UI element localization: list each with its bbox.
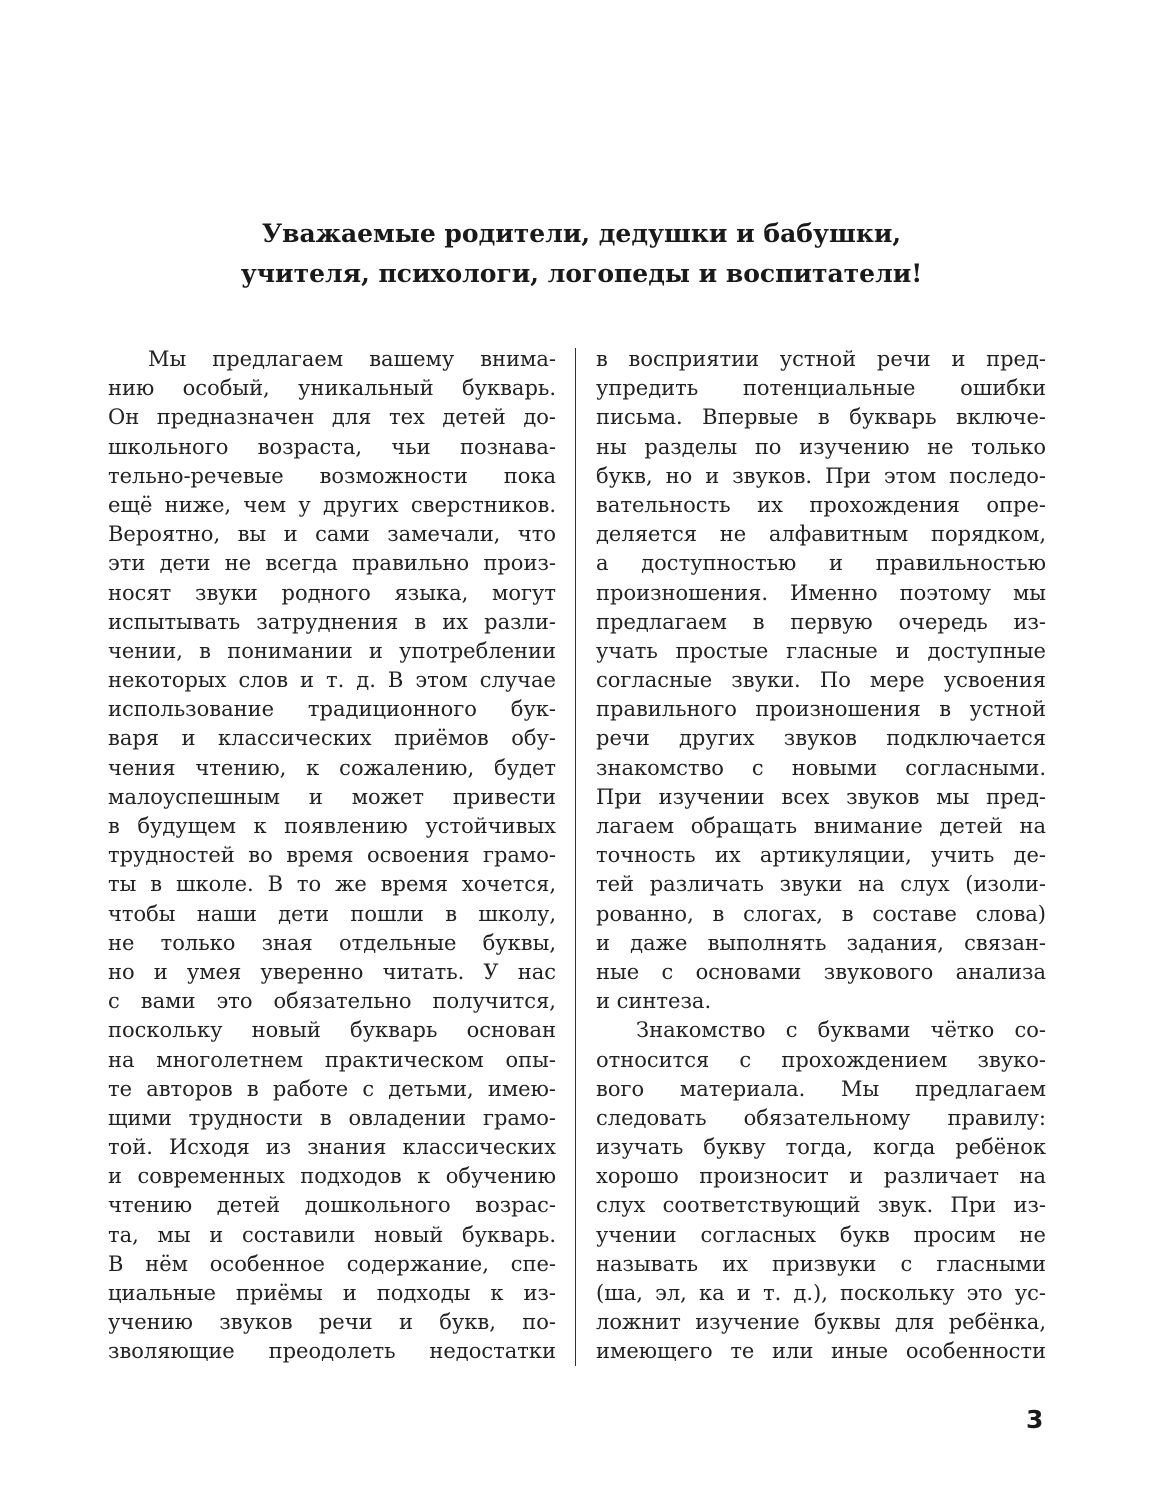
text-line: варя и классических приёмов обу- bbox=[108, 726, 556, 751]
heading-line-2: учителя, психологи, логопеды и воспитатели! bbox=[240, 259, 923, 288]
heading-line-1: Уважаемые родители, дедушки и бабушки, bbox=[261, 219, 902, 248]
text-line: та, мы и составили новый букварь. bbox=[108, 1222, 556, 1247]
text-line: предлагаем в первую очередь из- bbox=[596, 609, 1046, 634]
text-line: следовать обязательному правилу: bbox=[596, 1105, 1046, 1130]
text-line: учать простые гласные и доступные bbox=[596, 638, 1046, 663]
text-line: но и умея уверенно читать. У нас bbox=[108, 959, 556, 984]
text-line: поскольку новый букварь основан bbox=[108, 1018, 556, 1043]
text-line: рованно, в слогах, в составе слова) bbox=[596, 901, 1046, 926]
text-line: и современных подходов к обучению bbox=[108, 1164, 556, 1189]
text-line: имеющего те или иные особенности bbox=[596, 1339, 1046, 1364]
text-line: испытывать затруднения в их разли- bbox=[108, 609, 556, 634]
text-line: Мы предлагаем вашему внима- bbox=[148, 347, 556, 371]
text-line: тей различать звуки на слух (изоли- bbox=[596, 872, 1046, 897]
text-line: в будущем к появлению устойчивых bbox=[108, 814, 556, 838]
page-number: 3 bbox=[1026, 1405, 1044, 1434]
page-heading bbox=[0, 214, 1163, 294]
text-line: не только зная отдельные буквы, bbox=[108, 930, 556, 955]
text-line: Знакомство с буквами чётко со- bbox=[636, 1018, 1046, 1043]
text-line: (ша, эл, ка и т. д.), поскольку это ус- bbox=[596, 1281, 1046, 1305]
text-line: чении, в понимании и употреблении bbox=[108, 638, 556, 663]
text-line: называть их призвуки с гласными bbox=[596, 1251, 1046, 1276]
text-line: согласные звуки. По мере усвоения bbox=[596, 668, 1046, 693]
text-line: и даже выполнять задания, связан- bbox=[596, 930, 1046, 955]
text-line: ещё ниже, чем у других сверстников. bbox=[108, 492, 556, 517]
text-line: вого материала. Мы предлагаем bbox=[596, 1076, 1046, 1101]
text-line: и синтеза. bbox=[596, 989, 712, 1014]
text-line: В нём особенное содержание, спе- bbox=[108, 1251, 556, 1276]
text-line: носят звуки родного языка, могут bbox=[108, 580, 556, 605]
text-line: относится с прохождением звуко- bbox=[596, 1047, 1046, 1072]
text-line: чения чтению, к сожалению, будет bbox=[108, 755, 556, 780]
text-line: изучать букву тогда, когда ребёнок bbox=[596, 1135, 1046, 1160]
text-line: речи других звуков подключается bbox=[596, 726, 1046, 751]
text-line: упредить потенциальные ошибки bbox=[596, 376, 1046, 401]
text-line: трудностей во время освоения грамо- bbox=[108, 843, 556, 868]
column-divider bbox=[575, 348, 576, 1366]
text-line: той. Исходя из знания классических bbox=[108, 1135, 556, 1160]
text-line: малоуспешным и может привести bbox=[108, 784, 556, 809]
text-line: на многолетнем практическом опы- bbox=[108, 1047, 556, 1072]
text-line: щими трудности в овладении грамо- bbox=[108, 1105, 556, 1130]
text-line: в восприятии устной речи и пред- bbox=[596, 347, 1046, 371]
text-line: Вероятно, вы и сами замечали, что bbox=[108, 522, 556, 547]
text-line: ные с основами звукового анализа bbox=[596, 959, 1046, 984]
text-line: ложнит изучение буквы для ребёнка, bbox=[596, 1310, 1046, 1335]
text-line: вательность их прохождения опре- bbox=[596, 492, 1046, 517]
text-line: учении согласных букв просим не bbox=[596, 1222, 1046, 1247]
text-line: знакомство с новыми согласными. bbox=[596, 755, 1046, 780]
text-line: использование традиционного бук- bbox=[108, 697, 556, 722]
text-line: слух соответствующий звук. При из- bbox=[596, 1193, 1046, 1218]
text-line: Он предназначен для тех детей до- bbox=[108, 405, 556, 430]
text-line: правильного произношения в устной bbox=[596, 697, 1046, 722]
text-line: чтению детей дошкольного возрас- bbox=[108, 1193, 556, 1218]
text-line: циальные приёмы и подходы к из- bbox=[108, 1281, 556, 1305]
left-text-column bbox=[108, 345, 556, 1367]
right-text-column bbox=[596, 345, 1046, 1367]
text-line: лагаем обращать внимание детей на bbox=[596, 814, 1046, 838]
text-line: а доступностью и правильностью bbox=[596, 551, 1046, 576]
text-line: зволяющие преодолеть недостатки bbox=[108, 1339, 556, 1364]
text-line: нию особый, уникальный букварь. bbox=[108, 376, 556, 401]
text-line: эти дети не всегда правильно произ- bbox=[108, 551, 556, 576]
text-line: ны разделы по изучению не только bbox=[596, 434, 1046, 459]
text-line: те авторов в работе с детьми, имею- bbox=[108, 1076, 556, 1101]
text-line: точность их артикуляции, учить де- bbox=[596, 843, 1046, 868]
text-line: некоторых слов и т. д. В этом случае bbox=[108, 668, 556, 693]
text-line: ты в школе. В то же время хочется, bbox=[108, 872, 556, 897]
text-line: деляется не алфавитным порядком, bbox=[596, 522, 1046, 547]
text-line: с вами это обязательно получится, bbox=[108, 989, 556, 1014]
text-line: произношения. Именно поэтому мы bbox=[596, 580, 1046, 605]
text-line: При изучении всех звуков мы пред- bbox=[596, 784, 1046, 809]
text-line: письма. Впервые в букварь включе- bbox=[596, 405, 1046, 430]
text-line: тельно-речевые возможности пока bbox=[108, 463, 556, 488]
text-line: хорошо произносит и различает на bbox=[596, 1164, 1046, 1189]
text-line: учению звуков речи и букв, по- bbox=[108, 1310, 556, 1335]
text-line: букв, но и звуков. При этом последо- bbox=[596, 463, 1046, 488]
text-line: школьного возраста, чьи познава- bbox=[108, 434, 556, 459]
text-line: чтобы наши дети пошли в школу, bbox=[108, 901, 556, 926]
